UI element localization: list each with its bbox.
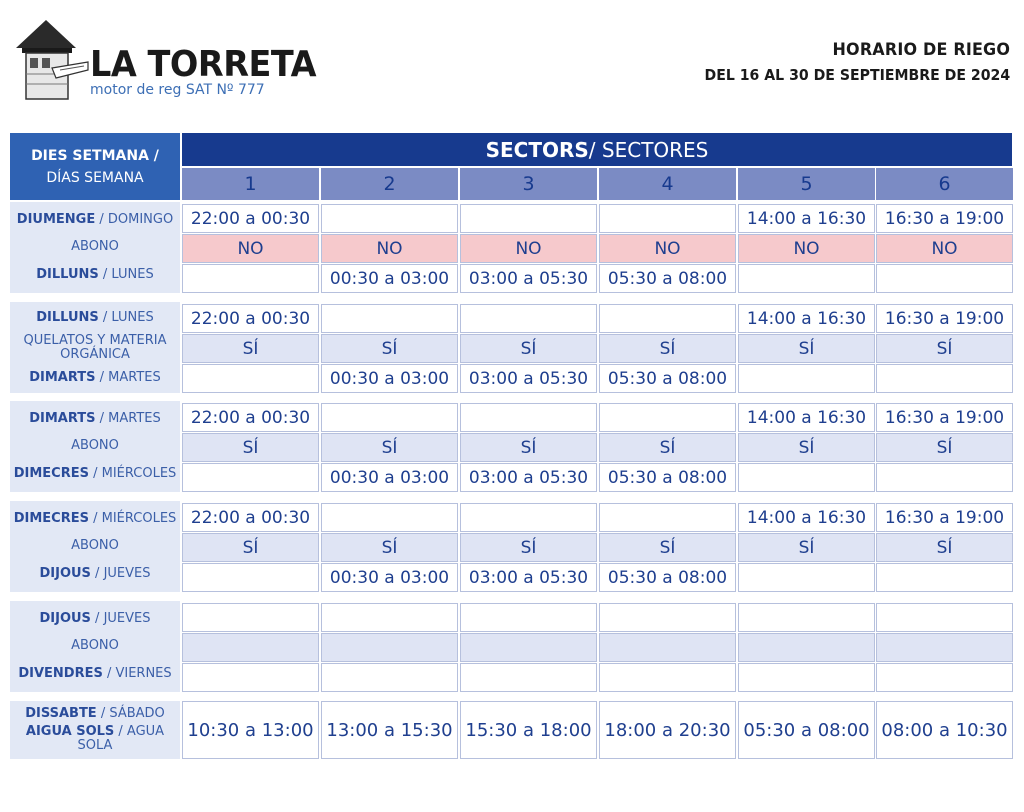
schedule-cell <box>876 563 1013 592</box>
schedule-cell: SÍ <box>321 433 458 462</box>
schedule-cell: 00:30 a 03:00 <box>321 563 458 592</box>
sector-4-header: 4 <box>599 168 736 200</box>
schedule-cell: SÍ <box>738 433 875 462</box>
schedule-cell <box>321 403 458 432</box>
day-label-first <box>39 612 150 626</box>
schedule-cell: 14:00 a 16:30 <box>738 204 875 233</box>
schedule-cell: 05:30 a 08:00 <box>599 563 736 592</box>
schedule-cell <box>738 633 875 662</box>
day-second-ca-text: DIJOUS <box>39 566 91 582</box>
schedule-cell <box>460 304 597 333</box>
schedule-cell-saturday: 10:30 a 13:00 <box>182 701 319 759</box>
day-label-saturday <box>10 701 180 759</box>
schedule-title: HORARIO DE RIEGO <box>832 40 1010 60</box>
sector-2-header: 2 <box>321 168 458 200</box>
schedule-cell <box>738 563 875 592</box>
schedule-cell: 03:00 a 05:30 <box>460 264 597 293</box>
schedule-cell <box>876 463 1013 492</box>
schedule-cell: 14:00 a 16:30 <box>738 403 875 432</box>
day-first-ca-text: DIUMENGE <box>16 211 96 227</box>
water-only-label <box>10 725 180 753</box>
day-second-ca-text: DIVENDRES <box>18 666 103 682</box>
schedule-cell <box>460 403 597 432</box>
schedule-cell: 00:30 a 03:00 <box>321 264 458 293</box>
day-label-block-1 <box>10 202 180 293</box>
day-label-block-5 <box>10 601 180 692</box>
schedule-cell <box>738 663 875 692</box>
water-only-ca: AIGUA SOLS <box>25 724 115 739</box>
schedule-cell-saturday: 15:30 a 18:00 <box>460 701 597 759</box>
tower-logo-icon <box>12 18 92 102</box>
sector-3-header: 3 <box>460 168 597 200</box>
day-label-second <box>36 268 153 282</box>
schedule-cell: 03:00 a 05:30 <box>460 563 597 592</box>
schedule-cell <box>182 603 319 632</box>
schedule-cell <box>738 364 875 393</box>
schedule-cell <box>599 304 736 333</box>
sectors-header <box>182 133 1012 166</box>
schedule-cell <box>738 603 875 632</box>
schedule-cell: SÍ <box>876 433 1013 462</box>
schedule-cell: 22:00 a 00:30 <box>182 304 319 333</box>
day-first-ca-text: DIJOUS <box>39 610 91 626</box>
day-first-ca-text: DIMARTS <box>29 410 96 426</box>
day-label-first <box>14 512 177 526</box>
day-label-mid: ABONO <box>71 239 119 255</box>
day-second-ca-text: DIMARTS <box>29 369 96 385</box>
day-first-es: / MIÉRCOLES <box>88 510 177 526</box>
schedule-cell: NO <box>738 234 875 263</box>
schedule-cell: 22:00 a 00:30 <box>182 403 319 432</box>
schedule-cell: 00:30 a 03:00 <box>321 463 458 492</box>
schedule-cell: SÍ <box>321 334 458 363</box>
days-header-ca: DIES SETMANA / <box>31 147 159 164</box>
schedule-header <box>685 40 1010 84</box>
schedule-cell <box>182 264 319 293</box>
schedule-cell <box>460 503 597 532</box>
day-second-es: / LUNES <box>98 267 154 283</box>
schedule-cell <box>460 603 597 632</box>
day-second-es: / VIERNES <box>102 666 172 682</box>
schedule-cell <box>321 603 458 632</box>
schedule-cell: 05:30 a 08:00 <box>599 364 736 393</box>
schedule-cell <box>182 563 319 592</box>
sectors-header-ca: SECTORS <box>485 137 589 162</box>
sectors-header-es: / SECTORES <box>588 137 709 162</box>
sector-6-header: 6 <box>876 168 1013 200</box>
schedule-cell <box>182 364 319 393</box>
schedule-cell: SÍ <box>876 533 1013 562</box>
day-first-es: / MARTES <box>95 410 161 426</box>
schedule-cell: SÍ <box>599 334 736 363</box>
day-label-block-2 <box>10 302 180 393</box>
schedule-cell <box>738 264 875 293</box>
day-first-ca-text: DILLUNS <box>36 309 99 325</box>
schedule-cell <box>876 633 1013 662</box>
sector-5-header: 5 <box>738 168 875 200</box>
logo <box>12 18 317 102</box>
day-first-es: / DOMINGO <box>95 211 174 227</box>
schedule-cell <box>876 264 1013 293</box>
sector-1-header: 1 <box>182 168 319 200</box>
schedule-cell: SÍ <box>599 433 736 462</box>
day-second-es: / MARTES <box>95 369 161 385</box>
day-label-second <box>14 467 177 481</box>
schedule-cell: 22:00 a 00:30 <box>182 503 319 532</box>
schedule-cell-saturday: 13:00 a 15:30 <box>321 701 458 759</box>
day-label-mid: ABONO <box>71 438 119 454</box>
day-label-second <box>29 371 161 385</box>
day-label-mid: ABONO <box>71 638 119 654</box>
logo-title: LA TORRETA <box>90 44 317 85</box>
schedule-cell <box>876 663 1013 692</box>
schedule-cell <box>738 463 875 492</box>
schedule-cell <box>876 364 1013 393</box>
schedule-cell <box>182 463 319 492</box>
days-column-header <box>10 133 180 200</box>
schedule-cell: 14:00 a 16:30 <box>738 503 875 532</box>
day-label-first <box>29 412 161 426</box>
day-first-es: / LUNES <box>98 309 154 325</box>
schedule-cell <box>460 633 597 662</box>
schedule-cell: 00:30 a 03:00 <box>321 364 458 393</box>
schedule-cell <box>321 204 458 233</box>
schedule-cell: 16:30 a 19:00 <box>876 503 1013 532</box>
schedule-cell: 22:00 a 00:30 <box>182 204 319 233</box>
schedule-cell: 14:00 a 16:30 <box>738 304 875 333</box>
day-label-block-3 <box>10 401 180 492</box>
schedule-cell <box>460 663 597 692</box>
schedule-cell: 05:30 a 08:00 <box>599 463 736 492</box>
schedule-cell: NO <box>182 234 319 263</box>
day-label-first <box>17 213 173 227</box>
water-only-es: / AGUA SOLA <box>77 724 165 753</box>
schedule-cell: SÍ <box>460 433 597 462</box>
schedule-cell: 03:00 a 05:30 <box>460 463 597 492</box>
schedule-cell <box>321 663 458 692</box>
day-second-ca-text: DIMECRES <box>13 466 89 482</box>
schedule-cell <box>599 603 736 632</box>
schedule-cell: SÍ <box>182 334 319 363</box>
day-first-es: / JUEVES <box>90 610 151 626</box>
saturday-ca: DISSABTE <box>25 706 97 721</box>
schedule-cell: SÍ <box>182 533 319 562</box>
schedule-cell: SÍ <box>738 533 875 562</box>
schedule-cell: NO <box>876 234 1013 263</box>
day-second-es: / JUEVES <box>90 566 151 582</box>
schedule-cell: SÍ <box>321 533 458 562</box>
schedule-cell-saturday: 18:00 a 20:30 <box>599 701 736 759</box>
day-second-ca-text: DILLUNS <box>36 267 99 283</box>
schedule-cell: 05:30 a 08:00 <box>599 264 736 293</box>
schedule-cell <box>321 304 458 333</box>
schedule-cell-saturday: 08:00 a 10:30 <box>876 701 1013 759</box>
schedule-cell <box>599 403 736 432</box>
logo-subtitle: motor de reg SAT Nº 777 <box>90 82 265 98</box>
day-label-first <box>36 311 153 325</box>
schedule-cell <box>182 633 319 662</box>
schedule-cell: SÍ <box>460 533 597 562</box>
schedule-cell <box>460 204 597 233</box>
day-label-second <box>18 667 171 681</box>
day-label-mid: QUELATOS Y MATERIA ORGÁNICA <box>23 332 167 362</box>
schedule-cell <box>876 603 1013 632</box>
saturday-label <box>25 707 165 721</box>
saturday-es: / SÁBADO <box>96 706 165 721</box>
schedule-cell: SÍ <box>460 334 597 363</box>
schedule-cell <box>182 663 319 692</box>
days-header-es: DÍAS SEMANA <box>46 169 144 186</box>
schedule-cell: 03:00 a 05:30 <box>460 364 597 393</box>
schedule-cell: 16:30 a 19:00 <box>876 204 1013 233</box>
schedule-cell: 16:30 a 19:00 <box>876 304 1013 333</box>
schedule-cell: SÍ <box>876 334 1013 363</box>
day-second-es: / MIÉRCOLES <box>88 466 177 482</box>
schedule-cell <box>321 633 458 662</box>
schedule-cell <box>599 663 736 692</box>
day-label-second <box>39 567 150 581</box>
schedule-cell: SÍ <box>182 433 319 462</box>
day-label-mid: ABONO <box>71 538 119 554</box>
schedule-cell: 16:30 a 19:00 <box>876 403 1013 432</box>
day-first-ca-text: DIMECRES <box>13 510 89 526</box>
schedule-cell: NO <box>321 234 458 263</box>
schedule-cell <box>321 503 458 532</box>
schedule-cell <box>599 633 736 662</box>
schedule-cell-saturday: 05:30 a 08:00 <box>738 701 875 759</box>
schedule-cell: NO <box>460 234 597 263</box>
schedule-cell <box>599 503 736 532</box>
schedule-cell: SÍ <box>599 533 736 562</box>
schedule-cell: NO <box>599 234 736 263</box>
day-label-block-4 <box>10 501 180 592</box>
schedule-cell: SÍ <box>738 334 875 363</box>
schedule-cell <box>599 204 736 233</box>
schedule-dates: DEL 16 AL 30 DE SEPTIEMBRE DE 2024 <box>704 66 1010 84</box>
